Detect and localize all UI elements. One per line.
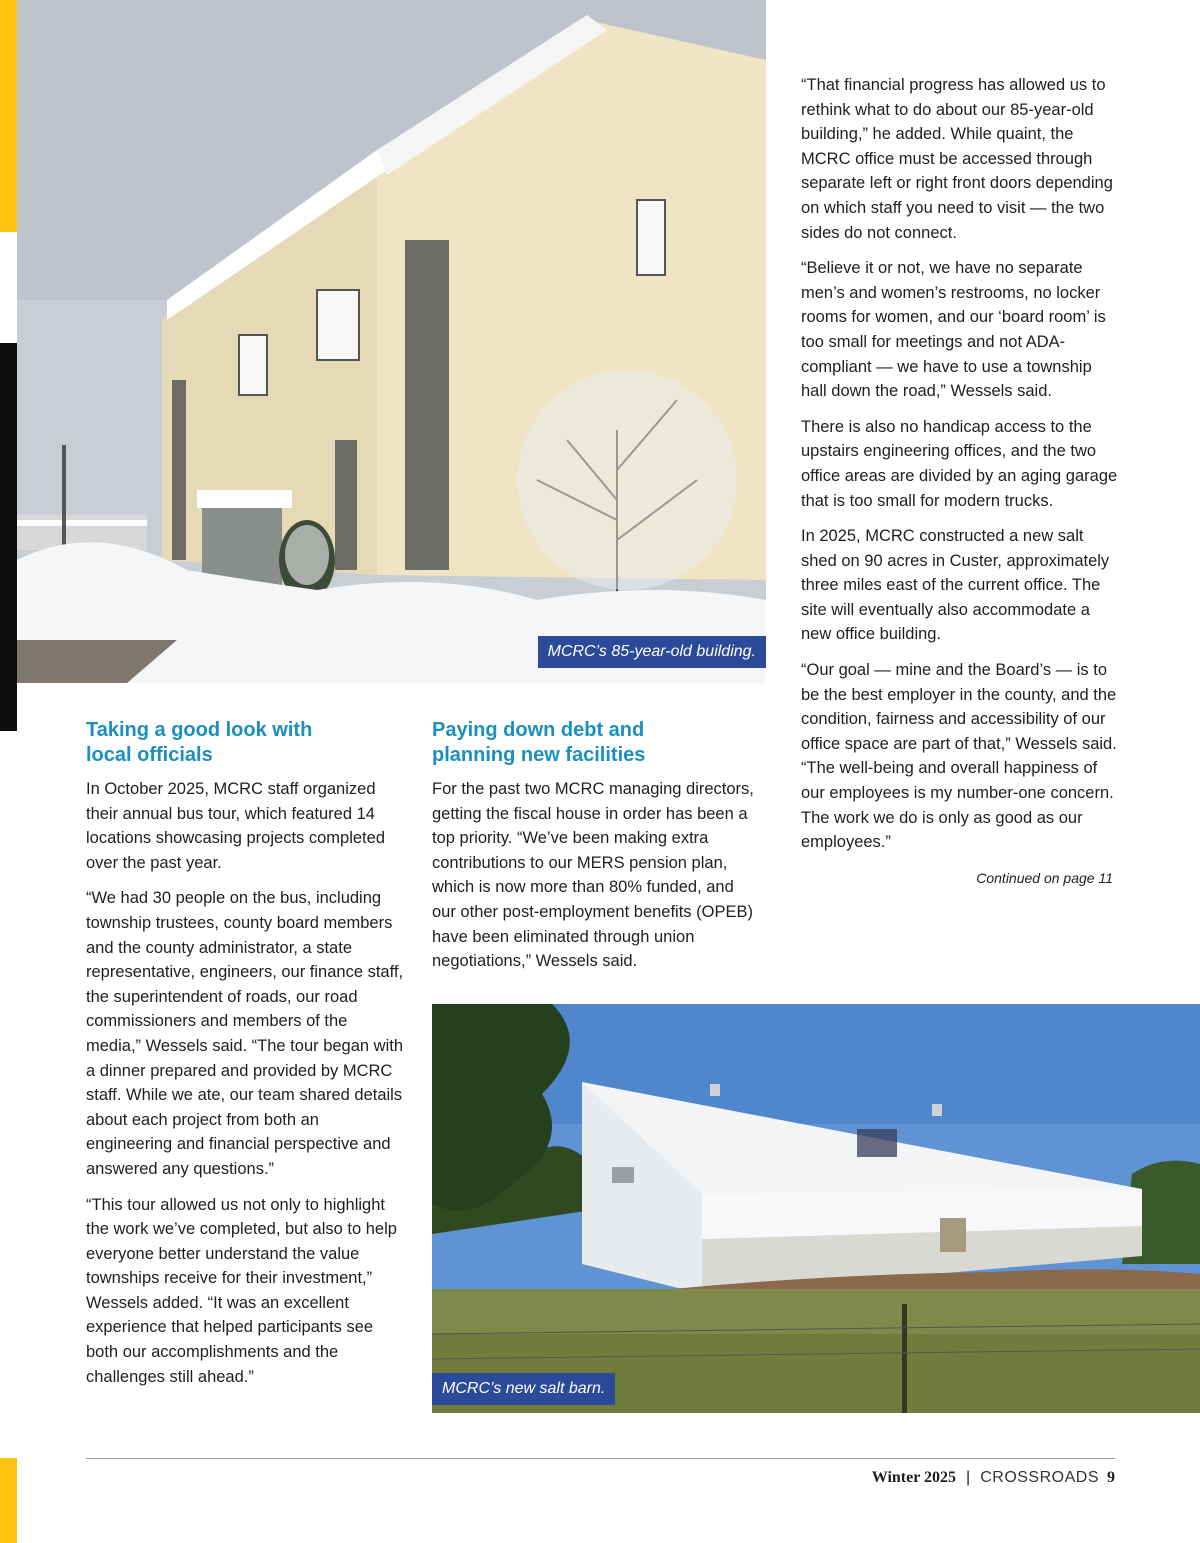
left-paragraph-2: “We had 30 people on the bus, including township trustees, county board members and the county administrator, a state representative, engineers, our finance staff, the superintendent of roads, our road commissioners and members of the media,” Wessels said. “The tour began with a dinner prepared and provided by MCRC staff. While we ate, our team shared details about each project from both an engineering and financial perspective and answered any questions.” (86, 889, 404, 1178)
salt-barn-illustration (432, 1004, 1200, 1413)
heading-line-2: planning new facilities (432, 744, 646, 766)
section-heading-local-officials (86, 718, 404, 768)
right-paragraph-3: There is also no handicap access to the upstairs engineering offices, and the two office areas are divided by an aging garage that is too small for modern trucks. (801, 417, 1118, 510)
section-heading-debt-facilities (432, 718, 762, 768)
continued-link[interactable]: Continued on page 11 (976, 869, 1113, 886)
page-footer (872, 1468, 1115, 1488)
salt-barn-photo-caption: MCRC’s new salt barn. (432, 1373, 615, 1405)
salt-barn-photo (432, 1004, 1200, 1413)
left-paragraph-3: “This tour allowed us not only to highlight the work we’ve completed, but also to help everyone better understand the value townships receive for their investment,” Wessels added. “It was an excellent experience that helped participants see both our accomplishments and the challenges still ahead.” (86, 1195, 397, 1386)
left-paragraph-1: In October 2025, MCRC staff organized their annual bus tour, which featured 14 locations showcasing projects completed over the past year. (86, 780, 385, 872)
heading-line-2: local officials (86, 744, 213, 766)
footer-page-number: 9 (1107, 1469, 1115, 1486)
edge-tab-yellow-top (0, 0, 17, 232)
footer-season: Winter 2025 (871, 1469, 957, 1486)
right-paragraph-1: “That financial progress has allowed us to rethink what to do about our 85-year-old building,” he added. While quaint, the MCRC office must be accessed through separate left or right front doors depending on which staff you need to visit — the two sides do not connect. (801, 76, 1113, 242)
middle-paragraph-1: For the past two MCRC managing directors, getting the fiscal house in order has been a top priority. “We’ve been making extra contributions to our MERS pension plan, which is now more than 80% funded, and our other post-employment benefits (OPEB) have been eliminated through union negotiations,” Wessels said. (432, 780, 754, 971)
building-photo-caption: MCRC’s 85-year-old building. (538, 636, 766, 668)
heading-line-1: Paying down debt and (432, 719, 645, 741)
building-illustration (17, 0, 766, 683)
left-column (86, 718, 404, 1400)
right-column (801, 73, 1119, 890)
heading-line-1: Taking a good look with (86, 719, 313, 741)
building-photo (17, 0, 766, 683)
middle-column (432, 718, 762, 985)
right-paragraph-4: In 2025, MCRC constructed a new salt shed on 90 acres in Custer, approximately three miles east of the current office. The site will eventually also accommodate a new office building. (801, 527, 1110, 644)
right-paragraph-5: “Our goal — mine and the Board’s — is to be the best employer in the county, and the condition, fairness and accessibility of our office space are part of that,” Wessels said. “The well-being and overall happiness of our employees is my number-one concern. The work we do is only as good as our employees.” (801, 661, 1117, 852)
edge-tab-yellow-bottom (0, 1458, 17, 1543)
footer-magazine-name: CROSSROADS (980, 1469, 1099, 1486)
footer-separator: | (966, 1469, 971, 1486)
footer-divider (86, 1458, 1115, 1459)
right-paragraph-2: “Believe it or not, we have no separate men’s and women’s restrooms, no locker rooms for women, and our ‘board room’ is too small for meetings and not ADA-compliant — we have to use a township hall down the road,” Wessels said. (801, 259, 1106, 401)
edge-tab-black (0, 343, 17, 731)
